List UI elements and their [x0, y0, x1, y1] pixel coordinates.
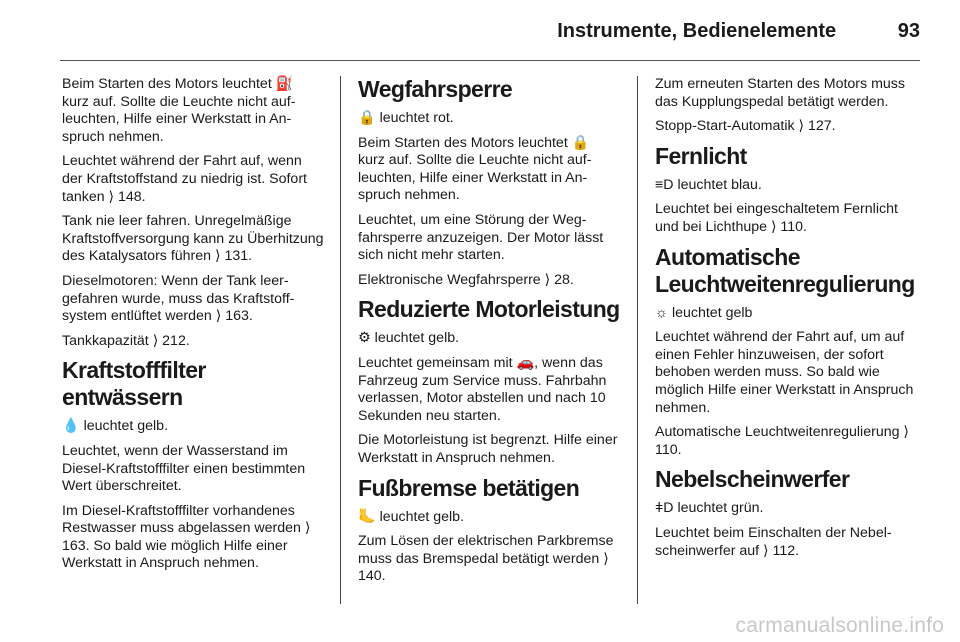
heading-wegfahrsperre: Wegfahrsperre — [358, 76, 513, 102]
heading-reduzierte-motorleistung: Reduzierte Motorleistung — [358, 296, 620, 323]
paragraph: ☼ leuchtet gelb — [655, 304, 753, 321]
paragraph: Leuchtet gemeinsam mit 🚗, wenn das Fahrzeug zum Service muss. Fahrbahn verlassen, Motor abstellen und nach 10 Sekunden neu starten. — [358, 354, 607, 424]
paragraph: Elektronische Wegfahrsperre ⟩ 28. — [358, 271, 574, 288]
paragraph: Stopp-Start-Automatik ⟩ 127. — [655, 118, 836, 135]
column-2 — [358, 76, 620, 593]
paragraph: Zum Lösen der elektrischen Parkbremse muss das Bremspedal betätigt werden ⟩ 140. — [358, 533, 614, 585]
column-divider-1 — [340, 76, 341, 604]
section-title: Instrumente, Bedienelemente — [557, 20, 837, 42]
paragraph: Leuchtet, um eine Störung der Wegfahrsperre anzuzeigen. Der Motor lässt sich nicht mehr starten. — [358, 211, 604, 264]
paragraph: 🦶 leuchtet gelb. — [358, 508, 465, 525]
paragraph: Tank nie leer fahren. Unregelmäßige Kraftstoffversorgung kann zu Überhitzung des Katalysators führen ⟩ 131. — [62, 213, 324, 265]
paragraph: Im Diesel-Kraftstofffilter vorhandenes Restwasser muss abgelassen werden ⟩ 163. So bald wie möglich Hilfe einer Werkstatt in Anspruch nehmen. — [62, 502, 311, 572]
column-1 — [62, 76, 324, 580]
paragraph: Dieselmotoren: Wenn der Tank leergefahren wurde, muss das Kraftstoffsystem entlüftet werden ⟩ 163. — [62, 272, 295, 325]
heading-fernlicht: Fernlicht — [655, 142, 747, 169]
header-rule — [60, 60, 920, 61]
page-header — [557, 20, 920, 43]
page-number: 93 — [897, 20, 920, 42]
column-divider-2 — [637, 76, 638, 604]
paragraph: 💧 leuchtet gelb. — [62, 418, 169, 435]
column-3 — [655, 76, 917, 567]
paragraph: Leuchtet beim Einschalten der Nebelscheinwerfer auf ⟩ 112. — [655, 524, 892, 559]
paragraph: Beim Starten des Motors leuchtet ⛽ kurz auf. Sollte die Leuchte nicht aufleuchten, Hilfe einer Werkstatt in Anspruch nehmen. — [62, 76, 296, 145]
paragraph: 🔒 leuchtet rot. — [358, 110, 454, 126]
heading-fussbremse: Fußbremse betätigen — [358, 474, 580, 501]
paragraph: Beim Starten des Motors leuchtet 🔒 kurz auf. Sollte die Leuchte nicht aufleuchten, Hilfe einer Werkstatt in Anspruch nehmen. — [358, 134, 592, 204]
heading-nebelscheinwerfer: Nebelscheinwerfer — [655, 466, 850, 493]
paragraph: Leuchtet bei eingeschaltetem Fernlicht und bei Lichthupe ⟩ 110. — [655, 201, 898, 235]
paragraph: ≡D leuchtet blau. — [655, 176, 762, 193]
paragraph: Die Motorleistung ist begrenzt. Hilfe einer Werkstatt in Anspruch nehmen. — [358, 432, 618, 466]
paragraph: Zum erneuten Starten des Motors muss das Kupplungspedal betätigt werden. — [655, 76, 905, 110]
watermark: carmanualsonline.info — [735, 614, 944, 637]
paragraph: Tankkapazität ⟩ 212. — [62, 332, 190, 349]
heading-kraftstofffilter: Kraftstofffilter entwässern — [62, 357, 206, 411]
paragraph: Leuchtet, wenn der Wasserstand im Diesel-Kraftstofffilter einen bestimmten Wert überschreitet. — [62, 442, 306, 495]
heading-leuchtweitenregulierung: Automatische Leuchtweitenregulierung — [655, 243, 915, 297]
paragraph: ǂD leuchtet grün. — [655, 500, 764, 517]
paragraph: ⚙ leuchtet gelb. — [358, 330, 460, 347]
paragraph: Leuchtet während der Fahrt auf, wenn der Kraftstoffstand zu niedrig ist. Sofort tanken ⟩ 148. — [62, 153, 307, 205]
paragraph: Leuchtet während der Fahrt auf, um auf einen Fehler hinzuweisen, der sofort behoben werden muss. So bald wie möglich Hilfe einer Werkstatt in Anspruch nehmen. — [655, 329, 914, 416]
paragraph: Automatische Leuchtweitenregulierung ⟩ 110. — [655, 424, 909, 458]
